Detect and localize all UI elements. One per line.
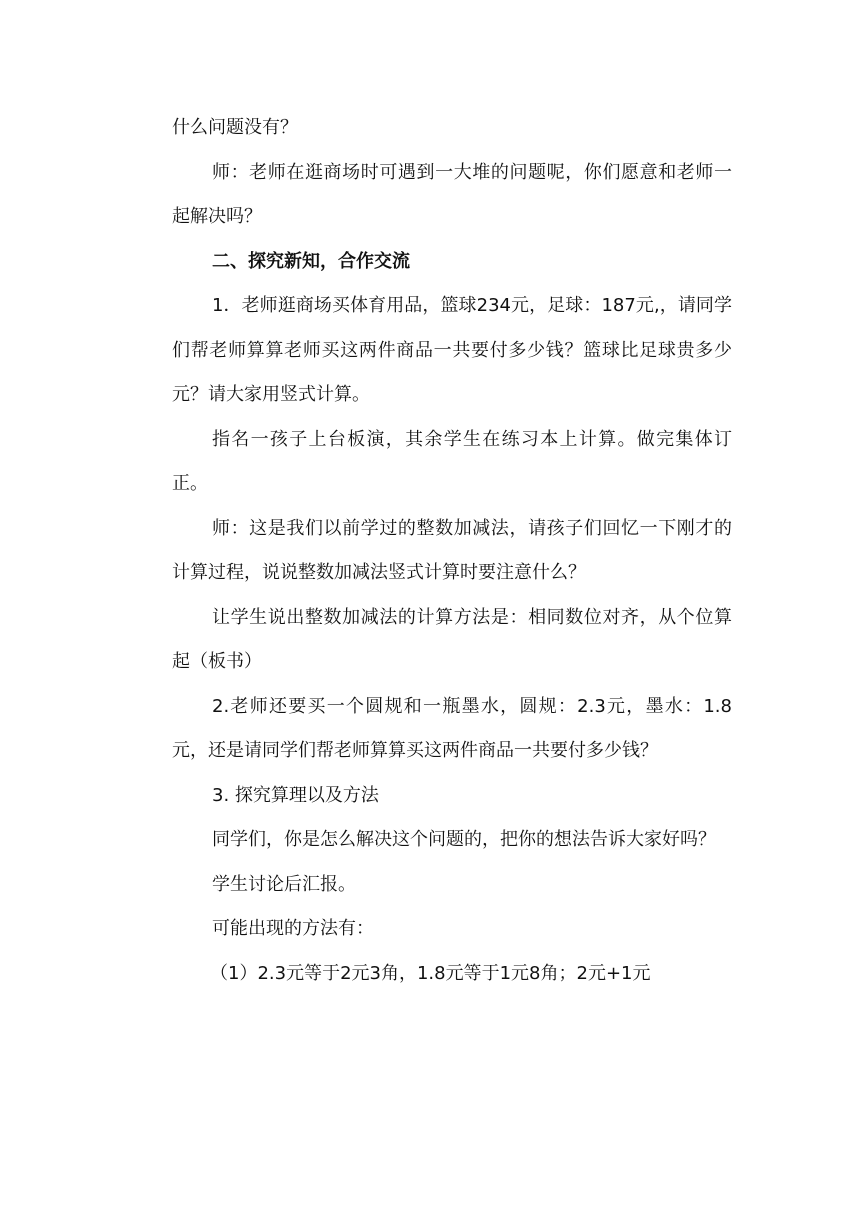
paragraph: 学生讨论后汇报。: [212, 873, 356, 895]
paragraph: 指名一孩子上台板演，其余学生在练习本上计算。做完集体订正。: [172, 428, 732, 494]
paragraph: 师：这是我们以前学过的整数加减法，请孩子们回忆一下刚才的计算过程，说说整数加减法竖式计算时要注意什么？: [172, 517, 732, 583]
paragraph: 1．老师逛商场买体育用品，篮球234元，足球：187元,，请同学们帮老师算算老师买这两件商品一共要付多少钱？篮球比足球贵多少元？请大家用竖式计算。: [172, 295, 732, 405]
paragraph: 什么问题没有？: [172, 117, 298, 138]
subheading: 3. 探究算理以及方法: [212, 784, 379, 806]
paragraph: 2.老师还要买一个圆规和一瓶墨水，圆规：2.3元，墨水：1.8元，还是请同学们帮老师算算买这两件商品一共要付多少钱？: [172, 695, 732, 761]
paragraph: 可能出现的方法有：: [212, 918, 374, 939]
section-heading: 二、探究新知，合作交流: [212, 250, 410, 272]
paragraph: 同学们，你是怎么解决这个问题的，把你的想法告诉大家好吗？: [212, 829, 716, 850]
paragraph: 师：老师在逛商场时可遇到一大堆的问题呢，你们愿意和老师一起解决吗？: [172, 161, 732, 227]
paragraph: 让学生说出整数加减法的计算方法是：相同数位对齐，从个位算起（板书）: [172, 606, 732, 672]
document-body: [172, 106, 732, 996]
list-item: （1）2.3元等于2元3角，1.8元等于1元8角；2元+1元: [210, 962, 651, 984]
